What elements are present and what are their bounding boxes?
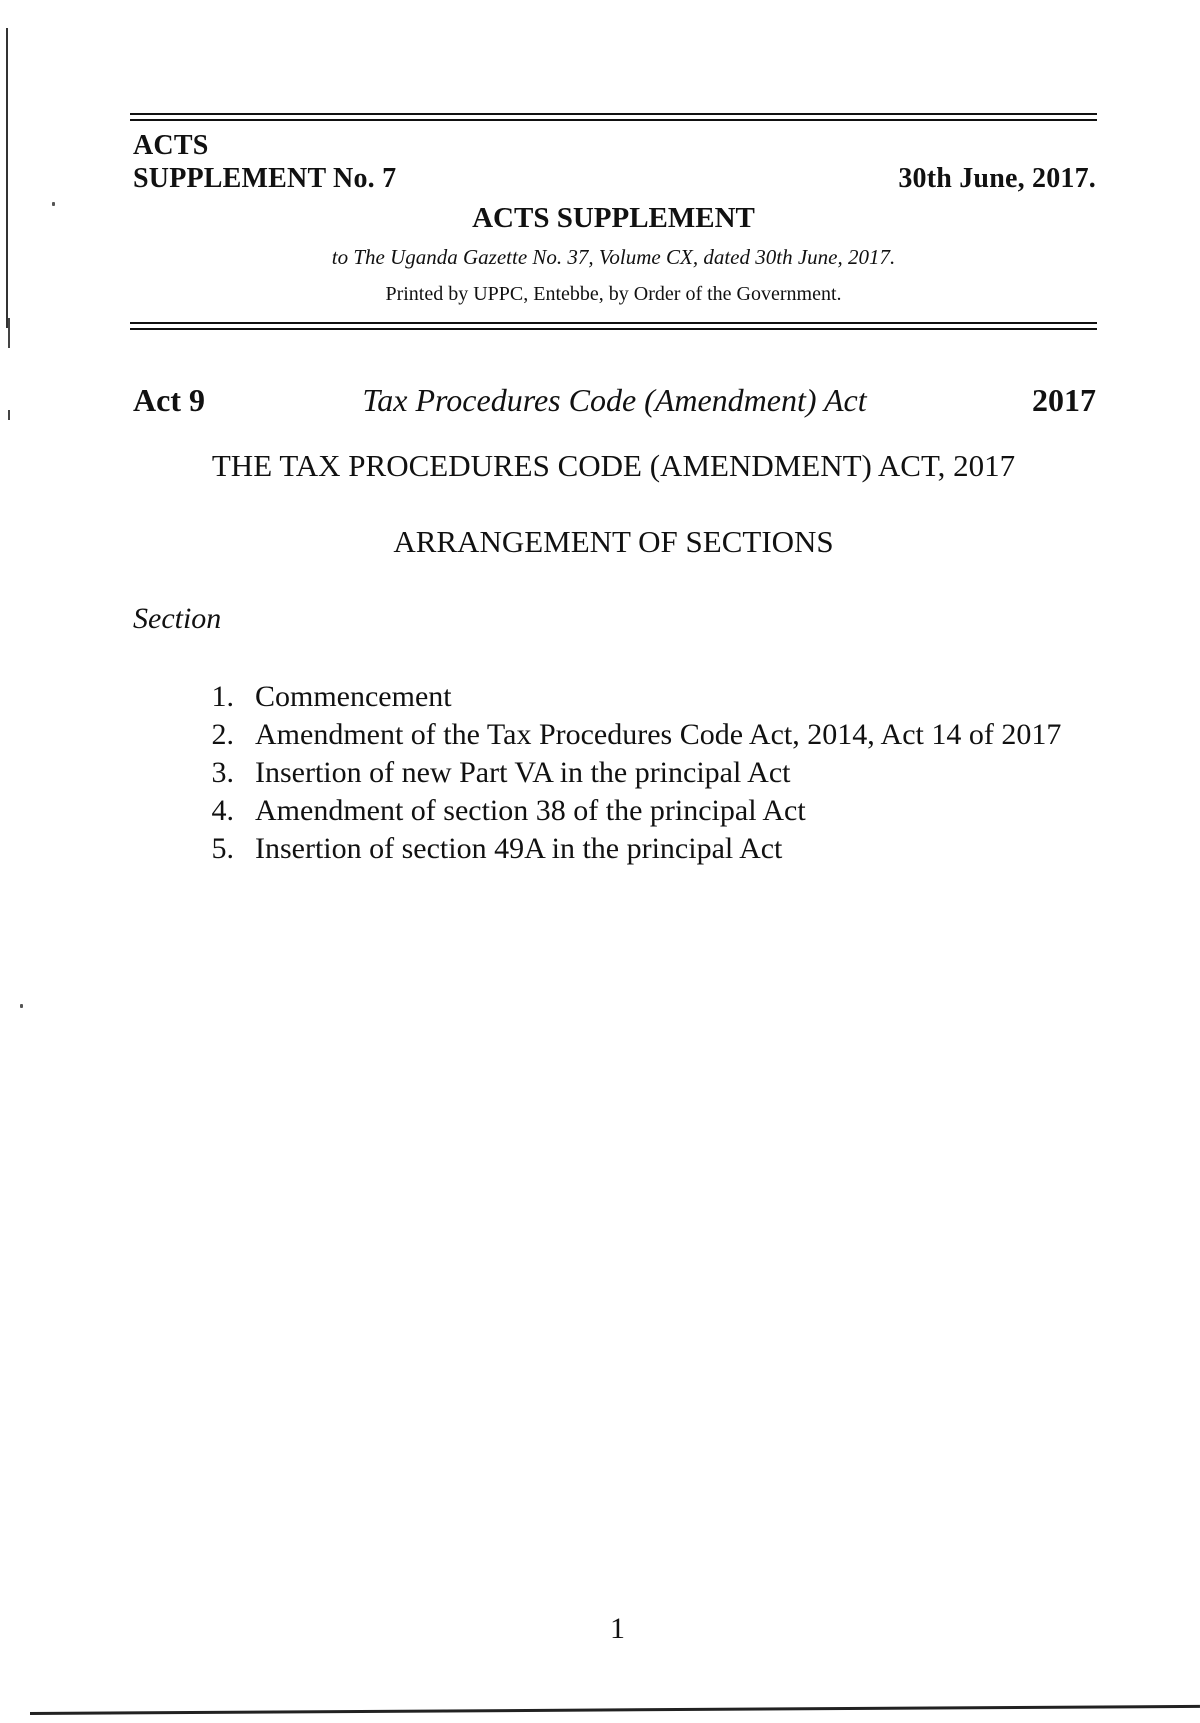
list-item (130, 754, 1097, 792)
act-number: Act 9 (133, 382, 205, 418)
list-item (130, 830, 1097, 868)
act-full-title: THE TAX PROCEDURES CODE (AMENDMENT) ACT, 2017 (211, 448, 1016, 483)
header-supplement-number: SUPPLEMENT No. 7 (133, 163, 397, 194)
arrangement-heading: ARRANGEMENT OF SECTIONS (393, 524, 834, 559)
act-year: 2017 (1032, 382, 1096, 418)
list-item (130, 716, 1097, 754)
section-title: Amendment of the Tax Procedures Code Act, 2014, Act 14 of 2017 (255, 718, 1062, 751)
act-short-title: Tax Procedures Code (Amendment) Act (362, 382, 867, 418)
scan-speck (20, 1004, 23, 1008)
header-date: 30th June, 2017. (898, 163, 1096, 194)
section-number: 5. (211, 832, 234, 865)
header-acts-label: ACTS (133, 130, 209, 161)
section-title: Insertion of new Part VA in the principal Act (255, 756, 791, 789)
section-title: Commencement (255, 680, 452, 713)
list-item (130, 678, 1097, 716)
page-bottom-rule (30, 1705, 1200, 1715)
scan-edge-mark (8, 410, 10, 420)
section-title: Amendment of section 38 of the principal Act (255, 794, 806, 827)
section-title: Insertion of section 49A in the principal Act (255, 832, 783, 865)
section-column-label: Section (133, 602, 222, 635)
scan-edge-mark (8, 318, 10, 348)
section-number: 2. (211, 718, 234, 751)
section-number: 4. (211, 794, 234, 827)
scan-edge-line (6, 28, 8, 328)
header-title: ACTS SUPPLEMENT (472, 202, 755, 234)
scan-speck (52, 202, 55, 206)
sections-list (130, 678, 1097, 868)
header-printed-line: Printed by UPPC, Entebbe, by Order of the Government. (385, 283, 842, 305)
act-running-head (133, 382, 1096, 426)
section-number: 3. (211, 756, 234, 789)
section-number: 1. (211, 680, 234, 713)
page-number: 1 (610, 1612, 625, 1645)
list-item (130, 792, 1097, 830)
header-gazette-line: to The Uganda Gazette No. 37, Volume CX, dated 30th June, 2017. (331, 245, 896, 269)
